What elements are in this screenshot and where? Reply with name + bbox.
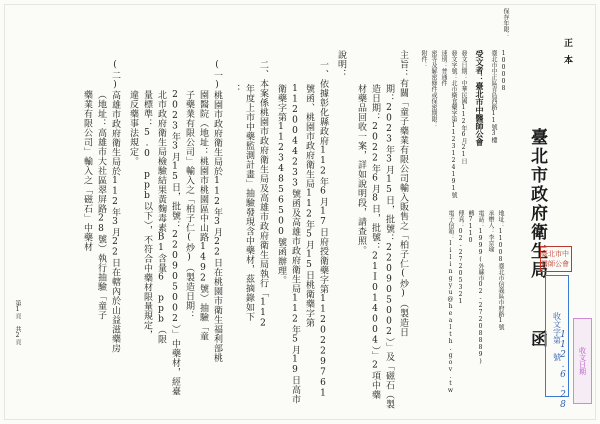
explanation-line: 北市政府衛生局檢驗結果黃麴毒素B1含量6 ppb（限 — [156, 90, 166, 344]
fax: 傳真：02-27205321 — [457, 210, 464, 305]
attachment: 附件： — [420, 50, 427, 68]
phone-ext: 轉7110 — [467, 210, 474, 244]
explanation-line: (二)高雄市政府衛生局於112年3月22日在轄內於山益滋藥房 — [110, 60, 120, 353]
explanation-line: ： — [230, 84, 240, 94]
explanation-line: (一)桃園市政府衛生局於112年3月22日在桃園市衛生福利部桃 — [212, 60, 222, 363]
issue-date: 發文日期：中華民國112年6月21日 — [460, 50, 467, 164]
handwritten-date: 112.6.28 — [558, 330, 568, 410]
subject-line-4: 材藥品回收一案，詳如說明段，請查照。 — [356, 84, 366, 255]
subject-line-1: 主旨：有關「童子藥業有限公司輸入販售之「柏子仁(炒)（製造日 — [398, 50, 408, 337]
email: 電子信箱：lilingyu@health.gov.tw — [447, 210, 454, 394]
copy-mark: 正本 — [562, 38, 572, 72]
explanation-line: 2023年3月15日，批號：220905002）」中藥材，經臺 — [170, 90, 180, 396]
postal-code: 100008 — [500, 50, 507, 92]
page-border — [4, 4, 596, 420]
explanation-line: 子藥業有限公司」輸入之「柏子仁(炒)（製造日期： — [184, 90, 194, 320]
subject-line-2: 期：2023年3月15日，批號：220905002）」及「磁石（製 — [384, 84, 394, 409]
explanation-line: 二、本案係桃園市政府衛生局及高雄市政府衛生局執行「112 — [258, 60, 268, 329]
speed: 速別：普通件 — [440, 50, 447, 86]
issue-number: 發文字號：北市衛食藥字第1123124191號 — [450, 50, 457, 198]
contact-person: 承辦人：李京瑜 — [487, 210, 494, 252]
explanation-line: 1120044233號函及高雄市政府衛生局112年5月19日高市 — [290, 84, 300, 404]
explanation-line: 衛藥字第11234856500號函辦理。 — [276, 84, 286, 285]
explanation-line: 年度上市中藥監測計畫」抽驗發現含中藥材，茲摘錄如下 — [244, 84, 254, 322]
explanation-line: 園醫院（地址：桃園市桃園區中山路1492號）抽驗「童 — [198, 90, 208, 341]
explanation-line: （地址：高雄市大社區翠屏路28號）執行抽驗「童子 — [96, 90, 106, 320]
secrecy: 密等及解密條件或保密期限： — [430, 50, 437, 128]
subject-line-3: 造日期：2022年6月8日，批號：21I014004）」2項中藥 — [370, 84, 380, 400]
explanation-line: 量標準：5.0 ppb以下），不符合中藥材限量規定， — [142, 90, 152, 340]
explanation-line: 號函、桃園市政府衛生局112年5月15日桃衛藥字第 — [304, 84, 314, 328]
explanation-line: 藥業有限公司」輸入之「磁石」中藥材 — [82, 90, 92, 252]
explanation-label: 說明： — [336, 50, 346, 79]
org-title: 臺北市政府衛生局 — [527, 128, 547, 280]
received-number-stamp: 收文字第 號 — [545, 275, 569, 397]
address: 地址：11008臺北市信義區市府路1號 — [497, 210, 504, 330]
page-number: 第1頁 共2頁 — [14, 300, 21, 345]
save-note: 保存年限： — [502, 8, 509, 38]
association-stamp: 臺北市中醫師公會 — [540, 246, 572, 272]
phone: 電話：1999(外縣市02-27208889) — [477, 210, 484, 365]
received-date-stamp: 收文日期 — [573, 318, 592, 404]
doc-type: 函 — [527, 330, 547, 349]
explanation-line: 一、依據彰化縣政府112年6月17日府授衛藥字第1120229761 — [318, 60, 328, 399]
recipient-address: 臺北市中正區青島西路11號3樓 — [490, 50, 497, 143]
explanation-line: 違反藥事法規定。 — [128, 90, 138, 166]
recipient: 受文者：臺北市中醫師公會 — [475, 50, 485, 146]
